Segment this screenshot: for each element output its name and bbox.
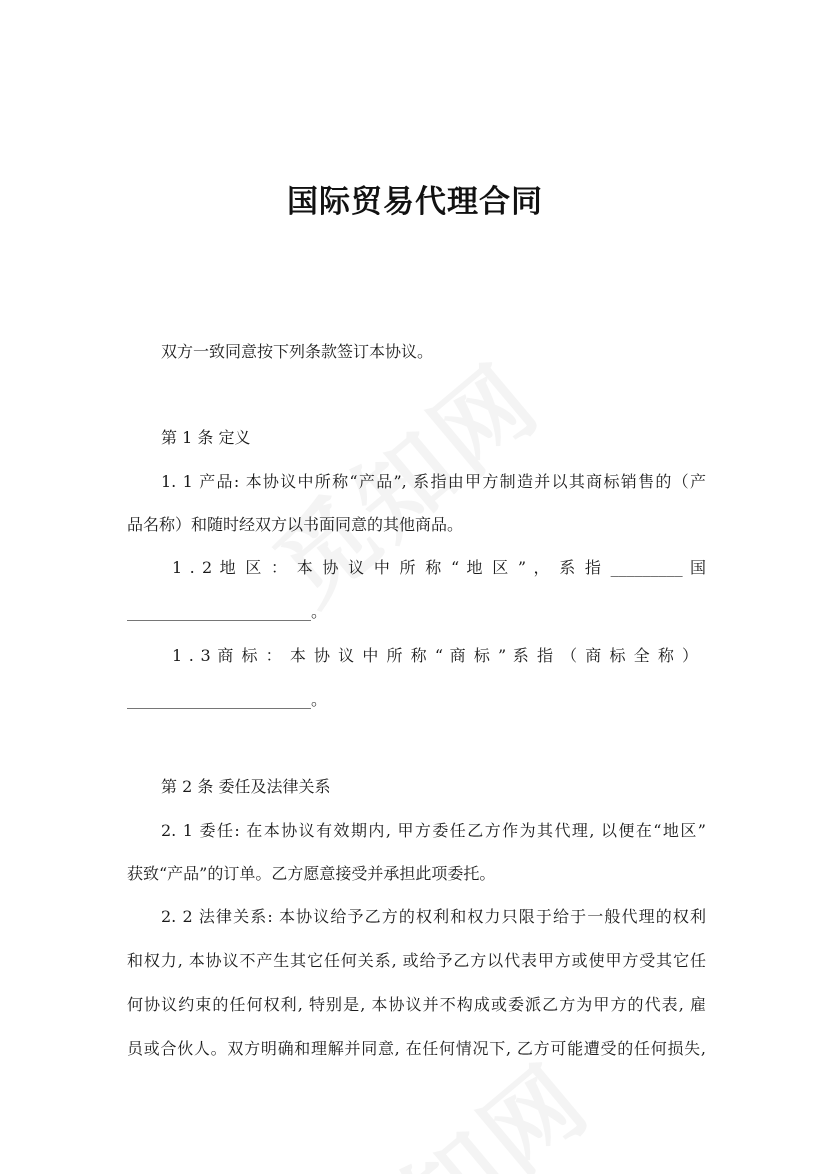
clause-1-3-cont: _______________________。 (127, 690, 328, 709)
intro-paragraph: 双方一致同意按下列条款签订本协议。 (161, 342, 434, 361)
clause-1-1-cont: 品名称）和随时经双方以书面同意的其他商品。 (127, 515, 464, 534)
clause-1-2: 1 . 2 地 区 ： 本 协 议 中 所 称 “ 地 区 ” ， 系 指 _________ 国 (172, 558, 706, 577)
clause-1-1: 1. 1 产品: 本协议中所称“产品”, 系指由甲方制造并以其商标销售的（产 (161, 472, 706, 491)
clause-2-2-cont: 员或合伙人。双方明确和理解并同意, 在任何情况下, 乙方可能遭受的任何损失, (127, 1039, 706, 1058)
clause-2-2: 2. 2 法律关系: 本协议给予乙方的权利和权力只限于给于一般代理的权利 (161, 907, 706, 926)
document-title: 国际贸易代理合同 (287, 184, 543, 220)
clause-1-3: 1 . 3 商 标 ： 本 协 议 中 所 称 “ 商 标 ” 系 指 （ 商 标 全 称 ） (172, 646, 698, 665)
article-2-heading: 第 2 条 委任及法律关系 (161, 777, 331, 796)
clause-2-1-cont: 获致“产品”的订单。乙方愿意接受并承担此项委托。 (127, 864, 496, 883)
article-1-heading: 第 1 条 定义 (161, 428, 251, 447)
clause-2-1: 2. 1 委任: 在本协议有效期内, 甲方委任乙方作为其代理, 以便在“地区” (161, 821, 706, 840)
clause-2-2-cont: 和权力, 本协议不产生其它任何关系, 或给予乙方以代表甲方或使甲方受其它任 (127, 951, 706, 970)
clause-1-2-cont: _______________________。 (127, 602, 328, 621)
clause-2-2-cont: 何协议约束的任何权利, 特别是, 本协议并不构成或委派乙方为甲方的代表, 雇 (127, 995, 706, 1014)
